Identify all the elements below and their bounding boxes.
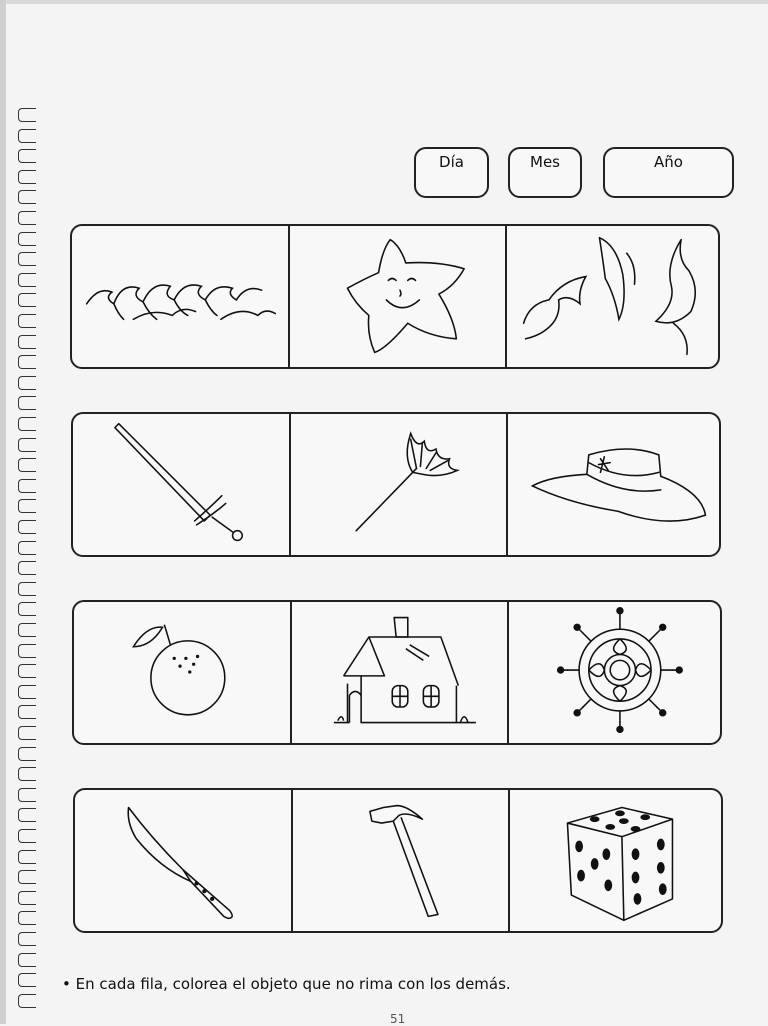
- instruction-text: [62, 975, 511, 993]
- binding-ring: [18, 170, 36, 184]
- binding-ring: [18, 623, 36, 637]
- binding-ring: [18, 355, 36, 369]
- year-field[interactable]: [603, 147, 734, 198]
- binding-ring: [18, 541, 36, 555]
- binding-ring: [18, 232, 36, 246]
- rhyme-row-1: [70, 224, 720, 369]
- binding-ring: [18, 767, 36, 781]
- month-label: Mes: [530, 153, 560, 171]
- year-label: Año: [654, 153, 683, 171]
- binding-ring: [18, 582, 36, 596]
- binding-ring: [18, 438, 36, 452]
- binding-ring: [18, 994, 36, 1008]
- feather-duster-icon[interactable]: [289, 414, 508, 555]
- page-left-edge: [0, 0, 6, 1024]
- binding-ring: [18, 129, 36, 143]
- binding-ring: [18, 932, 36, 946]
- binding-ring: [18, 911, 36, 925]
- binding-ring: [18, 417, 36, 431]
- binding-ring: [18, 293, 36, 307]
- binding-ring: [18, 808, 36, 822]
- waves-icon[interactable]: [72, 226, 288, 367]
- binding-ring: [18, 726, 36, 740]
- orange-icon[interactable]: [74, 602, 290, 743]
- binding-ring: [18, 973, 36, 987]
- binding-ring: [18, 108, 36, 122]
- page-number: 51: [390, 1012, 406, 1026]
- binding-ring: [18, 788, 36, 802]
- star-icon[interactable]: [288, 226, 507, 367]
- binding-ring: [18, 520, 36, 534]
- binding-ring: [18, 705, 36, 719]
- rhyme-row-3: [72, 600, 722, 745]
- rhyme-row-2: [71, 412, 721, 557]
- hammer-icon[interactable]: [291, 790, 510, 931]
- binding-ring: [18, 499, 36, 513]
- binding-ring: [18, 685, 36, 699]
- binding-ring: [18, 829, 36, 843]
- binding-ring: [18, 664, 36, 678]
- binding-ring: [18, 396, 36, 410]
- month-field[interactable]: [508, 147, 582, 198]
- hat-icon[interactable]: [506, 414, 721, 555]
- sword-icon[interactable]: [73, 414, 289, 555]
- binding-ring: [18, 850, 36, 864]
- instruction-sentence: En cada fila, colorea el objeto que no rima con los demás.: [75, 975, 511, 993]
- binding-ring: [18, 252, 36, 266]
- rhyme-row-4: [73, 788, 723, 933]
- binding-ring: [18, 376, 36, 390]
- binding-ring: [18, 747, 36, 761]
- hair-locks-icon[interactable]: [505, 226, 720, 367]
- spiral-binding: [18, 108, 40, 1018]
- binding-ring: [18, 335, 36, 349]
- house-icon[interactable]: [290, 602, 509, 743]
- instruction-bullet: •: [62, 975, 71, 993]
- binding-ring: [18, 479, 36, 493]
- day-field[interactable]: [414, 147, 489, 198]
- binding-ring: [18, 190, 36, 204]
- binding-ring: [18, 314, 36, 328]
- dice-icon[interactable]: [508, 790, 723, 931]
- binding-ring: [18, 891, 36, 905]
- page-top-edge: [0, 0, 768, 4]
- day-label: Día: [439, 153, 464, 171]
- knife-icon[interactable]: [75, 790, 291, 931]
- binding-ring: [18, 211, 36, 225]
- binding-ring: [18, 561, 36, 575]
- binding-ring: [18, 644, 36, 658]
- binding-ring: [18, 870, 36, 884]
- binding-ring: [18, 602, 36, 616]
- binding-ring: [18, 458, 36, 472]
- binding-ring: [18, 149, 36, 163]
- ship-wheel-icon[interactable]: [507, 602, 722, 743]
- binding-ring: [18, 953, 36, 967]
- binding-ring: [18, 273, 36, 287]
